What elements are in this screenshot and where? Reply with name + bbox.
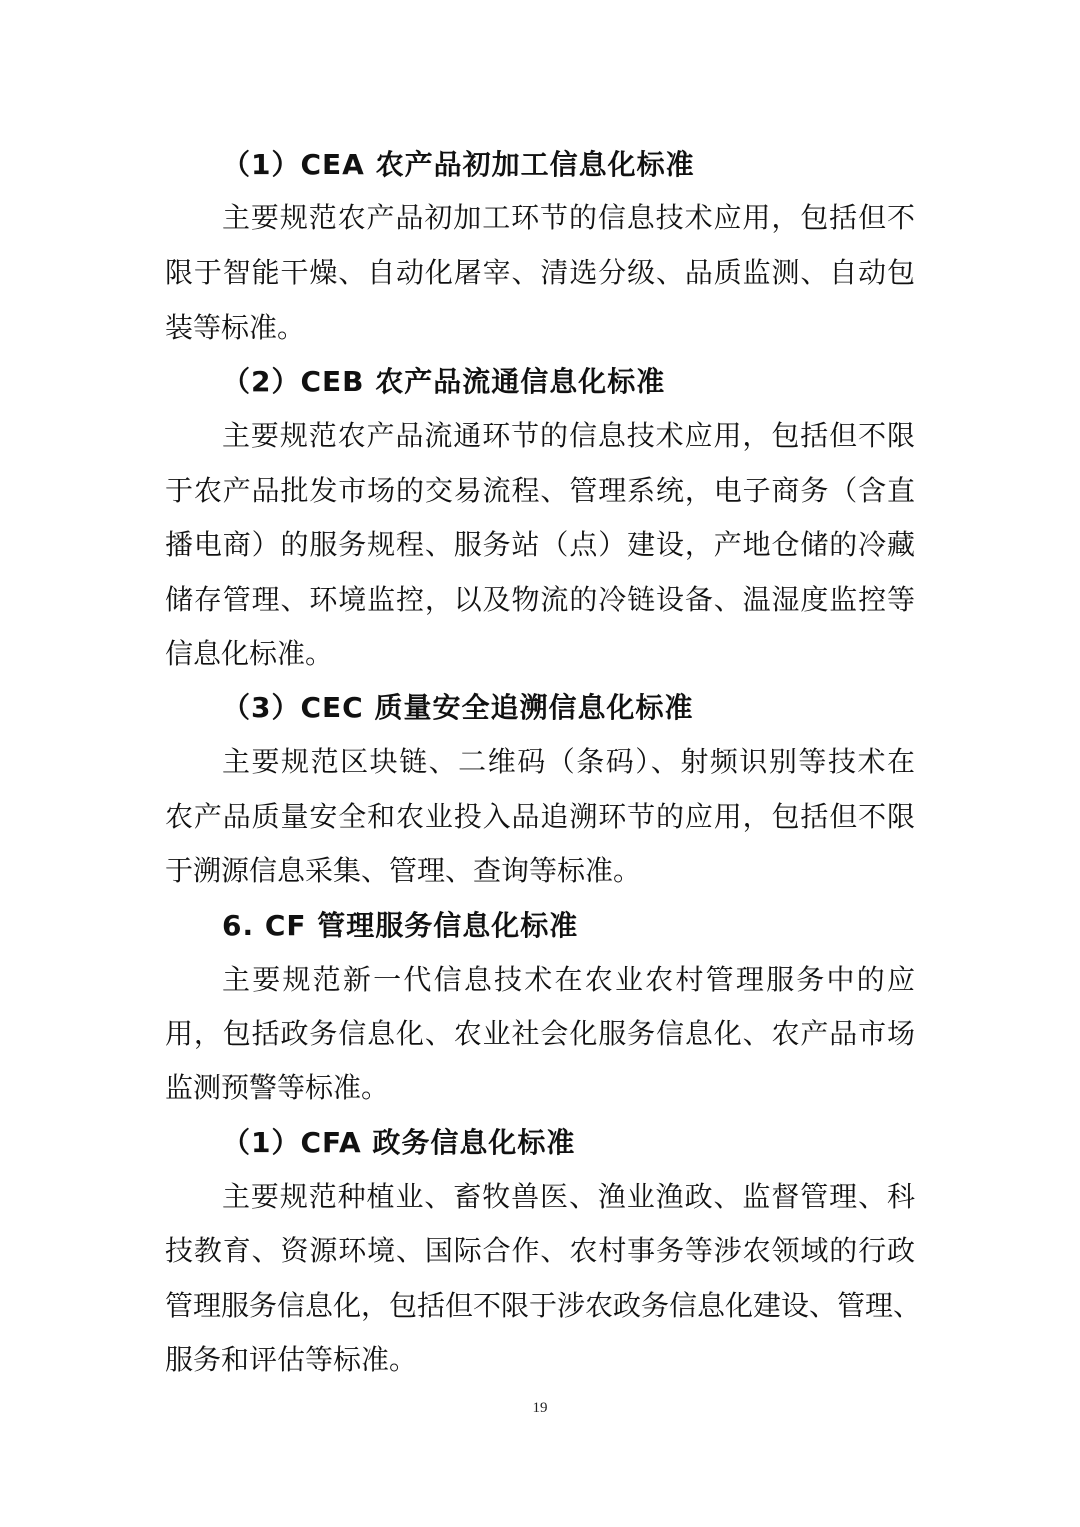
- paragraph-line: 主要规范新一代信息技术在农业农村管理服务中的应: [222, 963, 915, 996]
- paragraph-line: 主要规范农产品初加工环节的信息技术应用，包括但不: [222, 201, 915, 234]
- paragraph-line: 装等标准。: [165, 311, 306, 344]
- section-heading: （3）CEC 质量安全追溯信息化标准: [222, 691, 694, 724]
- section-heading: 6. CF 管理服务信息化标准: [222, 909, 579, 942]
- paragraph-line: 限于智能干燥、自动化屠宰、清选分级、品质监测、自动包: [165, 256, 915, 289]
- paragraph-line: 主要规范区块链、二维码（条码）、射频识别等技术在: [222, 745, 915, 778]
- paragraph-line: 技教育、资源环境、国际合作、农村事务等涉农领域的行政: [165, 1234, 915, 1267]
- paragraph-line: 用，包括政务信息化、农业社会化服务信息化、农产品市场: [165, 1017, 915, 1050]
- paragraph-line: 储存管理、环境监控，以及物流的冷链设备、温湿度监控等: [165, 583, 915, 616]
- page-number: 19: [532, 1400, 548, 1416]
- paragraph-line: 信息化标准。: [165, 637, 334, 670]
- paragraph-line: 主要规范种植业、畜牧兽医、渔业渔政、监督管理、科: [222, 1180, 915, 1213]
- section-heading: （2）CEB 农产品流通信息化标准: [222, 365, 666, 398]
- paragraph-line: 管理服务信息化，包括但不限于涉农政务信息化建设、管理、: [165, 1289, 922, 1322]
- paragraph-line: 播电商）的服务规程、服务站（点）建设，产地仓储的冷藏: [165, 528, 915, 561]
- paragraph-line: 监测预警等标准。: [165, 1071, 390, 1104]
- paragraph-line: 服务和评估等标准。: [165, 1343, 418, 1376]
- paragraph-line: 主要规范农产品流通环节的信息技术应用，包括但不限: [222, 419, 915, 452]
- paragraph-line: 于溯源信息采集、管理、查询等标准。: [165, 854, 642, 887]
- paragraph-line: 于农产品批发市场的交易流程、管理系统，电子商务（含直: [165, 474, 915, 507]
- section-heading: （1）CEA 农产品初加工信息化标准: [222, 148, 695, 181]
- section-heading: （1）CFA 政务信息化标准: [222, 1126, 576, 1159]
- paragraph-line: 农产品质量安全和农业投入品追溯环节的应用，包括但不限: [165, 800, 915, 833]
